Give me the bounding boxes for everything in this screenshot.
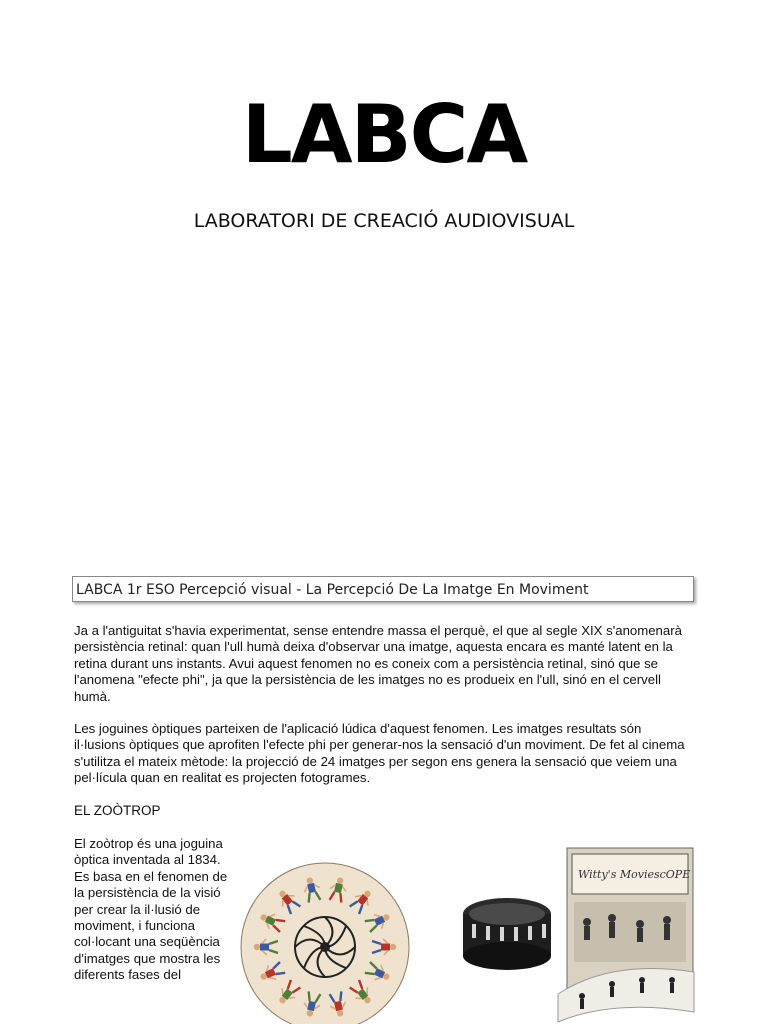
section-title-zootrope: EL ZOÒTROP: [74, 803, 161, 818]
document-excerpt: [72, 576, 698, 1024]
page-title: LABCA: [241, 88, 527, 181]
page-subtitle: LABORATORI DE CREACIÓ AUDIOVISUAL: [193, 210, 575, 232]
paragraph-zootrope: El zoòtrop és una joguina òptica inventada al 1834. Es basa en el fenomen de la persistència de la visió per crear la il·lusió de moviment, i funciona col·locant una seqüència d'imatges que mostra les diferents fases del: [74, 836, 228, 983]
phenakistiscope-disc-image: [240, 862, 410, 1024]
paragraph-optical-toys: Les joguines òptiques parteixen de l'aplicació lúdica d'aquest fenomen. Les imatges resultats són il·lusions òptiques que aprofiten l'efecte phi per generar-nos la sensació d'un moviment. De fet al cinema s'utilitza el mateix mètode: la projecció de 24 imatges per segon ens genera la sensació que veiem una pel·lícula quan en realitat es projecten fotogrames.: [74, 721, 685, 786]
photo-box-label: Witty's MoviescOPE: [578, 868, 691, 881]
paragraph-persistence: Ja a l'antiguitat s'havia experimentat, sense entendre massa el perquè, el que al segle XIX s'anomenarà persistència retinal: quan l'ull humà deixa d'observar una imatge, aquesta encara es manté latent en la retina durant uns instants. Avui aquest fenomen no es coneix com a persistència retinal, sinó que se l'anomena "efecte phi", ja que la persistència de les imatges no es produeix en l'ull, sinó en el cervell humà.: [74, 623, 682, 704]
document-header-box: LABCA 1r ESO Percepció visual - La Percepció De La Imatge En Moviment: [72, 576, 694, 602]
zootrope-photo-image: [462, 844, 696, 1024]
